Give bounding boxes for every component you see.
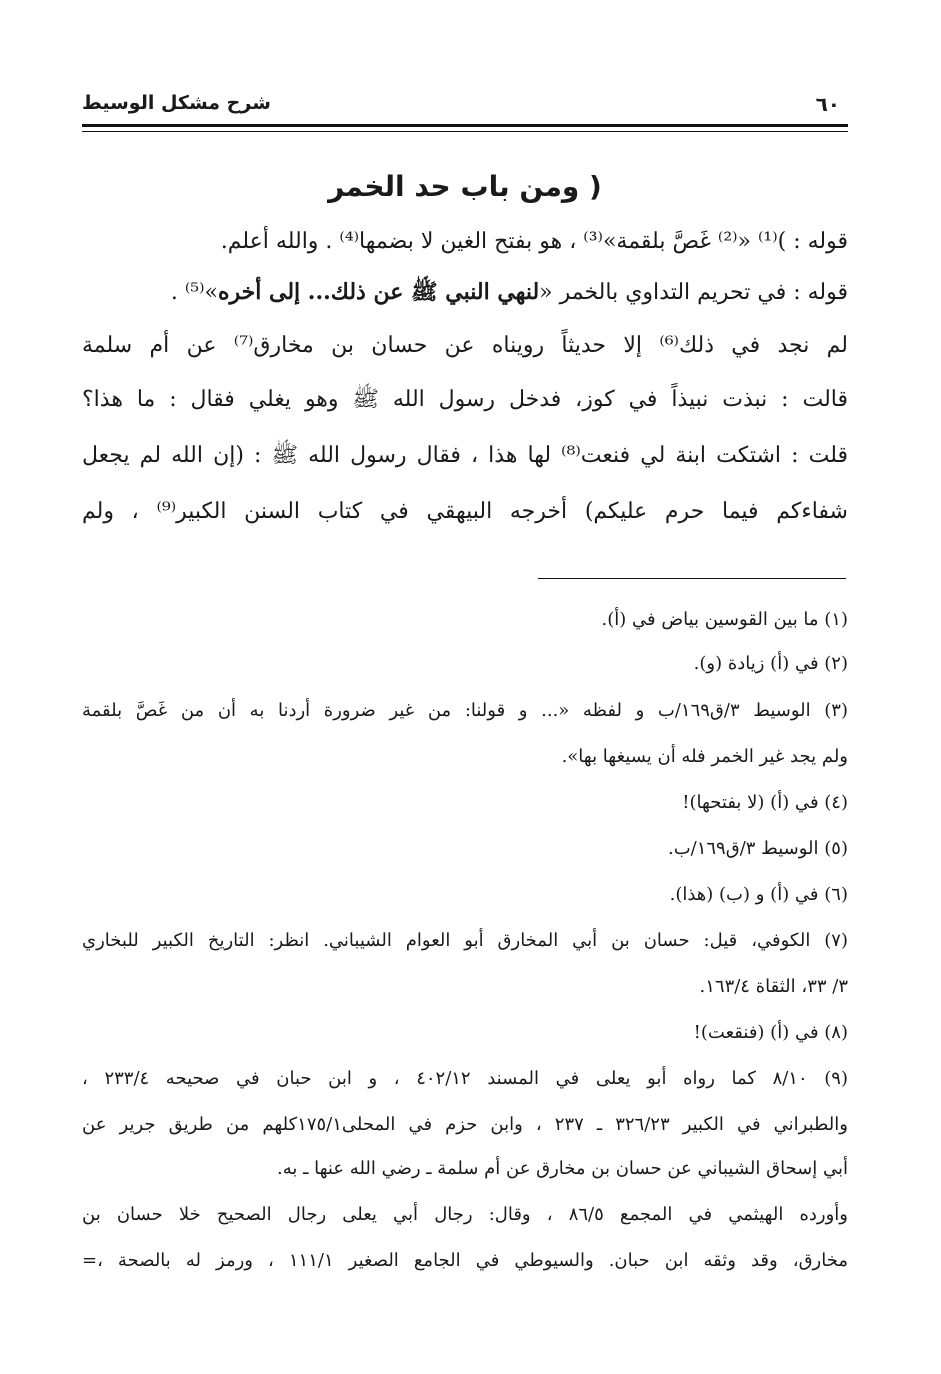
- footnote-5: (٥) الوسيط ٣/ق١٦٩/ب.: [667, 838, 848, 859]
- footnote-1: (١) ما بين القوسين بياض في (أ).: [601, 609, 848, 630]
- footnote-9-line-4: وأورده الهيثمي في المجمع ٨٦/٥ ، وقال: رجال أبي يعلى رجال الصحيح خلا حسان بن: [82, 1204, 848, 1225]
- body-line-1: قوله : )⁽¹⁾ «⁽²⁾ غَصَّ بلقمة»⁽³⁾ ، هو بفتح الغين لا بضمها⁽⁴⁾ . والله أعلم.: [220, 229, 848, 254]
- footnote-3-line-1: (٣) الوسيط ٣/ق١٦٩/ب و لفظه «... و قولنا: من غير ضرورة أردنا به أن من غَصَّ بلقمة: [82, 700, 848, 721]
- footnote-4: (٤) في (أ) (لا بفتحها)!: [682, 792, 848, 813]
- footnote-9-line-3: أبي إسحاق الشيباني عن حسان بن مخارق عن أم سلمة ـ رضي الله عنها ـ به.: [277, 1158, 848, 1179]
- footnote-2: (٢) في (أ) زيادة (و).: [693, 653, 848, 674]
- body-line-6: شفاءكم فيما حرم عليكم) أخرجه البيهقي في كتاب السنن الكبير⁽⁹⁾ ، ولم: [82, 499, 848, 524]
- running-header: [82, 92, 848, 122]
- body-line-5: قلت : اشتكت ابنة لي فنعت⁽⁸⁾ لها هذا ، فقال رسول الله ﷺ : (إن الله لم يجعل: [82, 443, 848, 468]
- footnote-7-line-1: (٧) الكوفي، قيل: حسان بن أبي المخارق أبو العوام الشيباني. انظر: التاريخ الكبير للبخاري: [82, 930, 848, 951]
- chapter-title: ( ومن باب حد الخمر: [328, 170, 602, 203]
- body-line-4: قالت : نبذت نبيذاً في كوز، فدخل رسول الله ﷺ وهو يغلي فقال : ما هذا؟: [82, 387, 848, 412]
- footnote-9-line-1: (٩) ٨/١٠ كما رواه أبو يعلى في المسند ٤٠٢/١٢ ، و ابن حبان في صحيحه ٢٣٣/٤ ،: [82, 1068, 848, 1089]
- header-rule-thin: [82, 131, 848, 132]
- header-rule-thick: [82, 124, 848, 127]
- body-line-2: [82, 272, 848, 312]
- footnote-7-line-2: ٣/ ٣٣، الثقاة ١٦٣/٤.: [699, 976, 848, 997]
- body-line-3: لم نجد في ذلك⁽⁶⁾ إلا حديثاً رويناه عن حسان بن مخارق⁽⁷⁾ عن أم سلمة: [82, 333, 848, 358]
- footnote-3-line-2: ولم يجد غير الخمر فله أن يسيغها بها».: [561, 746, 848, 767]
- footnote-9-line-2: والطبراني في الكبير ٣٢٦/٢٣ ـ ٢٣٧ ، وابن حزم في المحلى١٧٥/١كلهم من طريق جرير عن: [82, 1114, 848, 1135]
- footnote-separator: [538, 578, 846, 579]
- quoted-hadith: لنهي النبي ﷺ عن ذلك... إلى أخره: [217, 279, 540, 305]
- footnote-6: (٦) في (أ) و (ب) (هذا).: [669, 884, 848, 905]
- body-line-2-end: »⁽⁵⁾ .: [170, 280, 218, 305]
- footnote-8: (٨) في (أ) (فنقعت)!: [693, 1022, 848, 1043]
- book-title: شرح مشكل الوسيط: [82, 92, 271, 114]
- body-line-2-start: قوله : في تحريم التداوي بالخمر «: [539, 280, 848, 305]
- footnote-9-line-5: مخارق، وقد وثقه ابن حبان. والسيوطي في الجامع الصغير ١١١/١ ، ورمز له بالصحة ،=: [82, 1250, 848, 1271]
- page-number: ٦٠: [815, 92, 840, 116]
